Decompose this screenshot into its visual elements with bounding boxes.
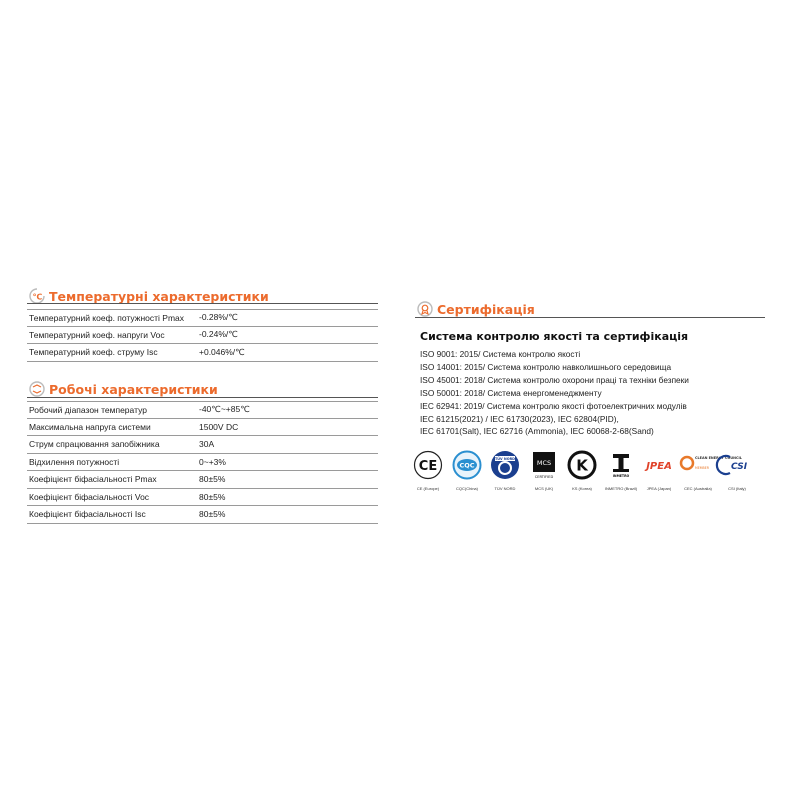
row-value: +0.046%/℃ xyxy=(199,346,245,357)
table-row xyxy=(27,309,378,327)
row-value: -40℃~+85℃ xyxy=(199,404,250,415)
operating-table xyxy=(27,401,378,524)
logo-caption: JPEA (Japan) xyxy=(646,486,672,491)
cqc-icon xyxy=(449,450,485,490)
cec-mark-text: CLEAN ENERGY COUNCIL xyxy=(695,456,742,460)
logo-caption: MCS (UK) xyxy=(534,486,554,491)
list-item: IEC 61215(2021) / IEC 61730(2023), IEC 62804(PID), xyxy=(420,413,619,424)
row-value: 80±5% xyxy=(199,509,226,520)
row-value: 0~+3% xyxy=(199,456,226,467)
temperature-title-text: Температурні характеристики xyxy=(49,288,269,304)
row-label: Струм спрацювання запобіжника xyxy=(29,439,160,450)
mcs-sub-text: CERTIFIED xyxy=(534,475,554,479)
list-item: IEC 62941: 2019/ Система контролю якості фотоелектричних модулів xyxy=(420,400,687,411)
csi-mark-text: CSI xyxy=(730,462,748,472)
row-label: Коефіцієнт біфасіальності Voc xyxy=(29,491,150,502)
row-label: Температурний коеф. струму Isc xyxy=(29,347,158,358)
csi-icon xyxy=(719,450,755,490)
gear-arrows-icon xyxy=(28,380,46,398)
tuv-mark-text: TÜV NORD xyxy=(494,457,516,461)
logo-caption: CE (Europe) xyxy=(416,486,440,491)
table-row xyxy=(27,344,378,362)
cec-sub-text: MEMBER xyxy=(695,466,709,470)
row-label: Коефіцієнт біфасіальності Isc xyxy=(29,509,146,520)
svg-text:℃: ℃ xyxy=(32,292,43,302)
row-label: Робочий діапазон температур xyxy=(29,404,147,415)
mcs-icon xyxy=(526,450,562,490)
ks-mark-text: K xyxy=(576,456,588,475)
list-item: ISO 14001: 2015/ Система контролю навколишнього середовища xyxy=(420,361,672,372)
operating-section-title xyxy=(28,380,218,398)
certification-logos xyxy=(410,450,760,500)
certification-list xyxy=(420,348,780,438)
ce-mark-text: CE xyxy=(418,459,438,474)
logo-caption: CSI (Italy) xyxy=(728,486,746,491)
row-label: Температурний коеф. потужності Pmax xyxy=(29,312,184,323)
temperature-table xyxy=(27,309,378,362)
row-value: 30A xyxy=(199,439,215,450)
list-item: ISO 50001: 2018/ Система енергоменеджменту xyxy=(420,387,602,398)
certification-heading: Система контролю якості та сертифікація xyxy=(420,330,689,343)
mcs-mark-text: MCS xyxy=(536,459,552,467)
list-item: IEC 61701(Salt), IEC 62716 (Ammonia), IEC 60068-2-68(Sand) xyxy=(420,426,654,437)
certification-section-title xyxy=(416,300,535,318)
temperature-title-rule xyxy=(27,303,378,304)
table-row xyxy=(27,436,378,454)
ce-mark-icon xyxy=(410,450,446,490)
list-item: ISO 9001: 2015/ Система контролю якості xyxy=(420,349,581,359)
row-value: 80±5% xyxy=(199,491,226,502)
row-label: Коефіцієнт біфасіальності Pmax xyxy=(29,474,157,485)
table-row xyxy=(27,471,378,489)
table-row xyxy=(27,506,378,524)
operating-title-text: Робочі характеристики xyxy=(49,381,218,397)
logo-caption: INMETRO (Brazil) xyxy=(604,486,638,491)
row-label: Максимальна напруга системи xyxy=(29,421,151,432)
ks-icon xyxy=(564,450,600,490)
table-row xyxy=(27,454,378,472)
table-row xyxy=(27,419,378,437)
logo-caption: CQC(China) xyxy=(455,486,478,491)
logo-caption: KS (Korea) xyxy=(572,486,592,491)
certification-title-text: Сертифікація xyxy=(437,301,535,317)
cqc-mark-text: CQC xyxy=(459,461,475,470)
row-value: -0.24%/℃ xyxy=(199,329,238,340)
award-ribbon-icon xyxy=(416,300,434,318)
row-label: Температурний коеф. напруги Voc xyxy=(29,329,165,340)
jpea-mark-text: JPEA xyxy=(646,461,672,472)
row-value: 1500V DC xyxy=(199,421,239,432)
inmetro-icon xyxy=(603,450,639,490)
row-label: Відхилення потужності xyxy=(29,456,120,467)
row-value: -0.28%/℃ xyxy=(199,312,238,323)
logo-caption: CEC (Australia) xyxy=(684,486,712,491)
operating-title-rule xyxy=(27,397,378,398)
certification-title-rule xyxy=(415,317,765,318)
tuv-nord-icon xyxy=(487,450,523,490)
jpea-icon xyxy=(641,450,677,490)
row-value: 80±5% xyxy=(199,474,226,485)
logo-caption: TÜV NORD xyxy=(494,486,516,491)
table-row xyxy=(27,489,378,507)
list-item: ISO 45001: 2018/ Система контролю охорони праці та техніки безпеки xyxy=(420,374,689,385)
table-row xyxy=(27,327,378,345)
inmetro-mark-text: INMETRO xyxy=(612,474,630,478)
table-row xyxy=(27,401,378,419)
